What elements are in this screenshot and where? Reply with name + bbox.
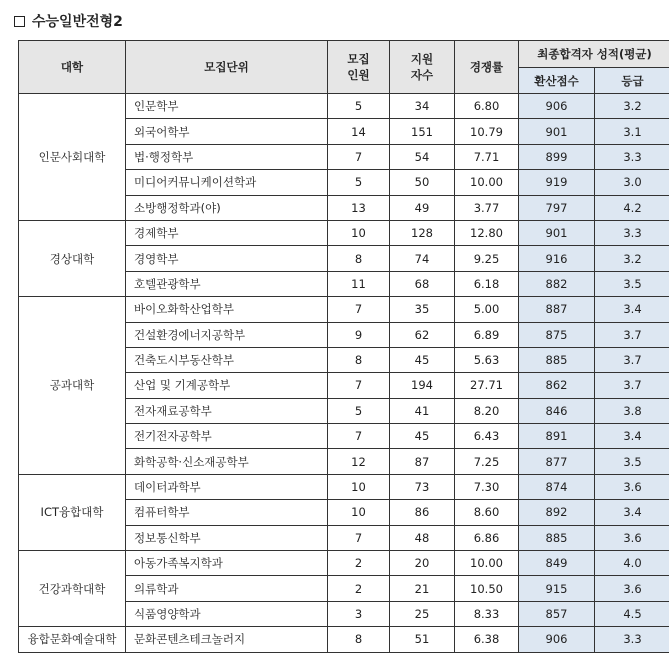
applicants-cell: 128 [390, 220, 455, 245]
score-cell: 901 [519, 220, 595, 245]
applicants-cell: 73 [390, 474, 455, 499]
dept-name: 전기전자공학부 [126, 424, 328, 449]
score-cell: 797 [519, 195, 595, 220]
grade-cell: 3.4 [595, 297, 669, 322]
quota-cell: 5 [328, 398, 390, 423]
ratio-cell: 5.63 [455, 347, 519, 372]
score-cell: 849 [519, 551, 595, 576]
quota-cell: 10 [328, 220, 390, 245]
college-name: ICT융합대학 [19, 474, 126, 550]
grade-cell: 3.0 [595, 170, 669, 195]
header-score: 환산점수 [519, 68, 595, 94]
ratio-cell: 6.38 [455, 627, 519, 652]
applicants-cell: 45 [390, 424, 455, 449]
score-cell: 885 [519, 525, 595, 550]
quota-cell: 7 [328, 297, 390, 322]
table-body [19, 94, 669, 653]
score-cell: 892 [519, 500, 595, 525]
quota-cell: 10 [328, 500, 390, 525]
dept-name: 정보통신학부 [126, 525, 328, 550]
dept-name: 미디어커뮤니케이션학과 [126, 170, 328, 195]
header-unit: 모집단위 [126, 41, 328, 94]
table-row [19, 474, 669, 499]
grade-cell: 3.4 [595, 424, 669, 449]
grade-cell: 3.7 [595, 322, 669, 347]
college-name: 인문사회대학 [19, 94, 126, 221]
ratio-cell: 12.80 [455, 220, 519, 245]
quota-cell: 7 [328, 373, 390, 398]
grade-cell: 3.7 [595, 373, 669, 398]
ratio-cell: 7.25 [455, 449, 519, 474]
applicants-cell: 25 [390, 601, 455, 626]
grade-cell: 3.3 [595, 144, 669, 169]
grade-cell: 3.6 [595, 474, 669, 499]
quota-cell: 5 [328, 170, 390, 195]
dept-name: 건축도시부동산학부 [126, 347, 328, 372]
table-row [19, 220, 669, 245]
grade-cell: 3.5 [595, 449, 669, 474]
grade-cell: 3.3 [595, 627, 669, 652]
quota-cell: 7 [328, 525, 390, 550]
ratio-cell: 8.33 [455, 601, 519, 626]
score-cell: 915 [519, 576, 595, 601]
college-name: 공과대학 [19, 297, 126, 475]
applicants-cell: 21 [390, 576, 455, 601]
dept-name: 건설환경에너지공학부 [126, 322, 328, 347]
grade-cell: 3.2 [595, 94, 669, 119]
dept-name: 외국어학부 [126, 119, 328, 144]
quota-cell: 14 [328, 119, 390, 144]
applicants-cell: 34 [390, 94, 455, 119]
applicants-cell: 51 [390, 627, 455, 652]
dept-name: 컴퓨터학부 [126, 500, 328, 525]
score-cell: 875 [519, 322, 595, 347]
header-ratio: 경쟁률 [455, 41, 519, 94]
ratio-cell: 27.71 [455, 373, 519, 398]
ratio-cell: 6.86 [455, 525, 519, 550]
applicants-cell: 50 [390, 170, 455, 195]
applicants-cell: 45 [390, 347, 455, 372]
ratio-cell: 5.00 [455, 297, 519, 322]
applicants-cell: 20 [390, 551, 455, 576]
dept-name: 문화콘텐츠테크놀러지 [126, 627, 328, 652]
ratio-cell: 6.18 [455, 271, 519, 296]
score-cell: 887 [519, 297, 595, 322]
admission-results-table [18, 40, 669, 653]
dept-name: 법·행정학부 [126, 144, 328, 169]
applicants-cell: 194 [390, 373, 455, 398]
applicants-cell: 35 [390, 297, 455, 322]
score-cell: 862 [519, 373, 595, 398]
quota-cell: 8 [328, 347, 390, 372]
ratio-cell: 8.20 [455, 398, 519, 423]
dept-name: 전자재료공학부 [126, 398, 328, 423]
applicants-cell: 49 [390, 195, 455, 220]
quota-cell: 13 [328, 195, 390, 220]
score-cell: 916 [519, 246, 595, 271]
table-row [19, 297, 669, 322]
applicants-cell: 151 [390, 119, 455, 144]
header-univ: 대학 [19, 41, 126, 94]
ratio-cell: 10.00 [455, 170, 519, 195]
grade-cell: 3.8 [595, 398, 669, 423]
quota-cell: 9 [328, 322, 390, 347]
dept-name: 식품영양학과 [126, 601, 328, 626]
quota-cell: 7 [328, 424, 390, 449]
score-cell: 906 [519, 94, 595, 119]
grade-cell: 4.5 [595, 601, 669, 626]
header-applicants-text: 지원 자수 [410, 52, 434, 82]
applicants-cell: 48 [390, 525, 455, 550]
applicants-cell: 86 [390, 500, 455, 525]
ratio-cell: 3.77 [455, 195, 519, 220]
grade-cell: 3.4 [595, 500, 669, 525]
quota-cell: 2 [328, 551, 390, 576]
grade-cell: 3.1 [595, 119, 669, 144]
ratio-cell: 6.80 [455, 94, 519, 119]
dept-name: 데이터과학부 [126, 474, 328, 499]
header-quota-text: 모집 인원 [347, 52, 370, 82]
quota-cell: 8 [328, 246, 390, 271]
grade-cell: 3.6 [595, 525, 669, 550]
page-title-text: 수능일반전형2 [32, 14, 123, 30]
grade-cell: 3.5 [595, 271, 669, 296]
table-row [19, 551, 669, 576]
college-name: 경상대학 [19, 220, 126, 296]
ratio-cell: 7.30 [455, 474, 519, 499]
header-applicants [390, 41, 455, 94]
dept-name: 아동가족복지학과 [126, 551, 328, 576]
score-cell: 857 [519, 601, 595, 626]
applicants-cell: 62 [390, 322, 455, 347]
quota-cell: 10 [328, 474, 390, 499]
applicants-cell: 54 [390, 144, 455, 169]
ratio-cell: 10.50 [455, 576, 519, 601]
college-name: 융합문화예술대학 [19, 627, 126, 652]
applicants-cell: 74 [390, 246, 455, 271]
quota-cell: 7 [328, 144, 390, 169]
ratio-cell: 10.00 [455, 551, 519, 576]
ratio-cell: 9.25 [455, 246, 519, 271]
applicants-cell: 41 [390, 398, 455, 423]
applicants-cell: 68 [390, 271, 455, 296]
table-row [19, 94, 669, 119]
dept-name: 산업 및 기계공학부 [126, 373, 328, 398]
quota-cell: 2 [328, 576, 390, 601]
grade-cell: 4.2 [595, 195, 669, 220]
dept-name: 경제학부 [126, 220, 328, 245]
grade-cell: 3.2 [595, 246, 669, 271]
score-cell: 891 [519, 424, 595, 449]
quota-cell: 8 [328, 627, 390, 652]
dept-name: 소방행정학과(야) [126, 195, 328, 220]
applicants-cell: 87 [390, 449, 455, 474]
dept-name: 화학공학·신소재공학부 [126, 449, 328, 474]
dept-name: 의류학과 [126, 576, 328, 601]
ratio-cell: 6.43 [455, 424, 519, 449]
header-grade: 등급 [595, 68, 669, 94]
dept-name: 바이오화학산업학부 [126, 297, 328, 322]
score-cell: 906 [519, 627, 595, 652]
score-cell: 885 [519, 347, 595, 372]
score-cell: 846 [519, 398, 595, 423]
score-cell: 882 [519, 271, 595, 296]
header-result: 최종합격자 성적(평균) [519, 41, 669, 68]
score-cell: 874 [519, 474, 595, 499]
quota-cell: 12 [328, 449, 390, 474]
grade-cell: 4.0 [595, 551, 669, 576]
table-row [19, 627, 669, 652]
score-cell: 899 [519, 144, 595, 169]
checkbox-square-icon [14, 16, 25, 27]
header-quota [328, 41, 390, 94]
score-cell: 901 [519, 119, 595, 144]
grade-cell: 3.7 [595, 347, 669, 372]
page-title [14, 10, 123, 32]
quota-cell: 5 [328, 94, 390, 119]
ratio-cell: 6.89 [455, 322, 519, 347]
college-name: 건강과학대학 [19, 551, 126, 627]
dept-name: 경영학부 [126, 246, 328, 271]
score-cell: 877 [519, 449, 595, 474]
ratio-cell: 7.71 [455, 144, 519, 169]
quota-cell: 3 [328, 601, 390, 626]
grade-cell: 3.3 [595, 220, 669, 245]
ratio-cell: 10.79 [455, 119, 519, 144]
dept-name: 호텔관광학부 [126, 271, 328, 296]
score-cell: 919 [519, 170, 595, 195]
dept-name: 인문학부 [126, 94, 328, 119]
grade-cell: 3.6 [595, 576, 669, 601]
ratio-cell: 8.60 [455, 500, 519, 525]
quota-cell: 11 [328, 271, 390, 296]
